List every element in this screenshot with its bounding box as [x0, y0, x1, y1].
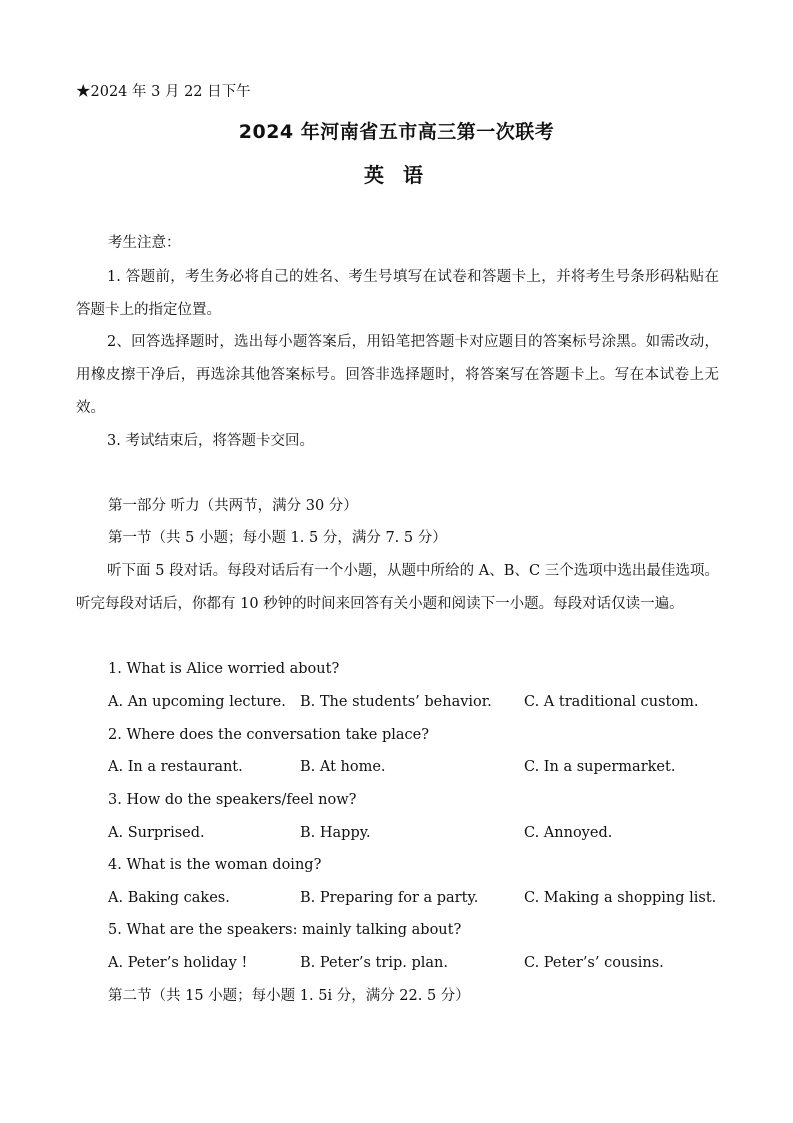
question-4-option-a: A. Baking cakes. [108, 890, 230, 906]
question-3-option-c: C. Annoyed. [524, 825, 613, 841]
question-1-option-b: B. The students’ behavior. [300, 694, 492, 710]
subject-title: 英 语 [364, 163, 429, 187]
question-5-option-c: C. Peter’s’ cousins. [524, 955, 664, 971]
notice-item-3: 3. 考试结束后，将答题卡交回。 [107, 433, 314, 449]
question-1-option-c: C. A traditional custom. [524, 694, 699, 710]
question-5-option-b: B. Peter’s trip. plan. [300, 955, 448, 971]
question-2-option-c: C. In a supermarket. [524, 759, 676, 775]
notice-item-2: 2、回答选择题时，选出每小题答案后，用铅笔把答题卡对应题目的答案标号涂黑。如需改动，用橡皮擦干净后，再选涂其他答案标号。回答非选择题时，将答案写在答题卡上。写在本试卷上无效。 [76, 334, 719, 416]
listening-instructions: 听下面 5 段对话。每段对话后有一个小题，从题中所给的 A、B、C 三个选项中选出最佳选项。听完每段对话后，你都有 10 秒钟的时间来回答有关小题和阅读下一小题。每段对话仅读一遍。 [76, 563, 719, 612]
part1-heading: 第一部分 听力（共两节，满分 30 分） [108, 498, 358, 514]
notice-heading: 考生注意： [108, 235, 181, 251]
question-1-option-a: A. An upcoming lecture. [108, 694, 286, 710]
question-3-option-a: A. Surprised. [108, 825, 205, 841]
section1-heading: 第一节（共 5 小题；每小题 1. 5 分，满分 7. 5 分） [108, 530, 447, 546]
question-4-option-b: B. Preparing for a party. [300, 890, 479, 906]
notice-item-1: 1. 答题前，考生务必将自己的姓名、考生号填写在试卷和答题卡上，并将考生号条形码粘贴在答题卡上的指定位置。 [76, 269, 719, 318]
section2-heading: 第二节（共 15 小题；每小题 1. 5i 分，满分 22. 5 分） [108, 988, 470, 1004]
question-2-option-a: A. In a restaurant. [108, 759, 243, 775]
question-2: 2. Where does the conversation take place? [108, 727, 429, 743]
question-4: 4. What is the woman doing? [108, 857, 322, 873]
exam-date: ★2024 年 3 月 22 日下午 [76, 84, 251, 100]
question-3-option-b: B. Happy. [300, 825, 371, 841]
question-3: 3. How do the speakers/feel now? [108, 792, 357, 808]
question-2-option-b: B. At home. [300, 759, 386, 775]
question-4-option-c: C. Making a shopping list. [524, 890, 717, 906]
question-5-option-a: A. Peter’s holiday ! [108, 955, 248, 971]
exam-title: 2024 年河南省五市高三第一次联考 [238, 121, 555, 143]
question-5: 5. What are the speakers: mainly talking about? [108, 922, 462, 938]
question-1: 1. What is Alice worried about? [108, 661, 340, 677]
